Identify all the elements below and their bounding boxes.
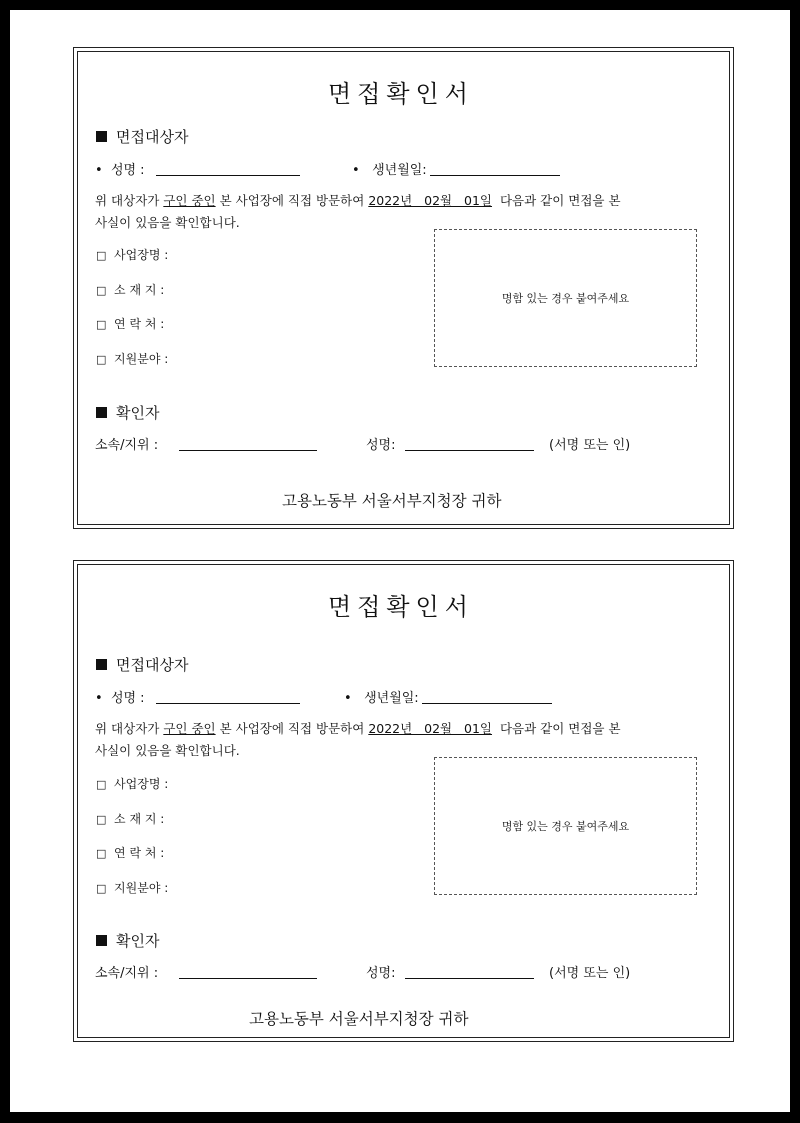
item-field-label: 지원분야 : [114,881,169,895]
item-workplace-label: 사업장명 : [114,248,169,262]
statement-underlined: 구인 중인 [163,721,216,736]
statement-text [95,190,621,234]
item-field: □ 지원분야 : [96,881,169,895]
birth-label-row: • 생년월일: [352,163,427,178]
item-contact: □ 연 락 처 : [96,317,165,331]
section-interviewee-label: 면접대상자 [116,656,189,674]
signer-input-line[interactable] [405,978,534,979]
birth-input-line[interactable] [430,175,560,176]
signature-note: (서명 또는 인) [549,438,631,453]
statement-line-2: 사실이 있음을 확인합니다. [95,215,240,230]
statement-underlined: 구인 중인 [163,193,216,208]
section-interviewee-label: 면접대상자 [116,128,189,146]
birth-input-line[interactable] [422,703,552,704]
item-address: □ 소 재 지 : [96,812,165,826]
square-bullet-icon [96,407,107,418]
affiliation-input-line[interactable] [179,450,317,451]
business-card-box[interactable] [434,229,697,367]
affiliation-label: 소속/지위 : [95,966,159,981]
statement-part: 다음과 같이 면접을 본 [492,721,621,736]
section-confirmer-label: 확인자 [116,932,160,950]
item-address-label: 소 재 지 : [114,812,165,826]
statement-line-1 [95,718,621,740]
section-confirmer [96,402,159,423]
statement-date: 2022년 02월 01일 [368,721,493,736]
square-bullet-icon [96,935,107,946]
signer-name-label: 성명: [366,438,396,453]
item-field-label: 지원분야 : [114,352,169,366]
interview-form-1 [73,47,734,529]
name-label: 성명 : [110,691,145,706]
addressee-footer: 고용노동부 서울서부지청장 귀하 [249,1010,469,1028]
addressee-footer: 고용노동부 서울서부지청장 귀하 [282,492,502,510]
item-workplace-label: 사업장명 : [114,777,169,791]
signature-note: (서명 또는 인) [549,966,631,981]
section-interviewee [96,126,188,147]
item-address-label: 소 재 지 : [114,283,165,297]
signer-name-label: 성명: [366,966,396,981]
name-input-line[interactable] [156,175,300,176]
statement-part: 위 대상자가 [95,721,164,736]
item-contact: □ 연 락 처 : [96,846,165,860]
business-card-hint: 명함 있는 경우 붙여주세요 [501,820,630,833]
name-label: 성명 : [110,163,145,178]
name-label-row: • 성명 : [95,691,145,706]
section-confirmer [96,930,159,951]
statement-part: 다음과 같이 면접을 본 [492,193,621,208]
square-bullet-icon [96,131,107,142]
statement-line-2: 사실이 있음을 확인합니다. [95,743,240,758]
interview-form-2 [73,560,734,1042]
item-workplace: □ 사업장명 : [96,248,169,262]
birth-label-row: • 생년월일: [344,691,419,706]
name-label-row: • 성명 : [95,163,145,178]
square-bullet-icon [96,659,107,670]
item-field: □ 지원분야 : [96,352,169,366]
statement-part: 본 사업장에 직접 방문하여 [215,721,369,736]
affiliation-label: 소속/지위 : [95,438,159,453]
document-page [10,10,790,1112]
form-title: 면접확인서 [328,593,474,621]
section-confirmer-label: 확인자 [116,404,160,422]
birth-label: 생년월일: [364,691,419,706]
item-address: □ 소 재 지 : [96,283,165,297]
statement-part: 위 대상자가 [95,193,164,208]
business-card-hint: 명함 있는 경우 붙여주세요 [501,292,630,305]
statement-part: 본 사업장에 직접 방문하여 [215,193,369,208]
business-card-box[interactable] [434,757,697,895]
item-contact-label: 연 락 처 : [114,846,165,860]
birth-label: 생년월일: [372,163,427,178]
section-interviewee [96,654,188,675]
form-title: 면접확인서 [328,80,474,108]
item-workplace: □ 사업장명 : [96,777,169,791]
affiliation-input-line[interactable] [179,978,317,979]
name-input-line[interactable] [156,703,300,704]
signer-input-line[interactable] [405,450,534,451]
statement-line-1 [95,190,621,212]
statement-text [95,718,621,762]
item-contact-label: 연 락 처 : [114,317,165,331]
statement-date: 2022년 02월 01일 [368,193,493,208]
